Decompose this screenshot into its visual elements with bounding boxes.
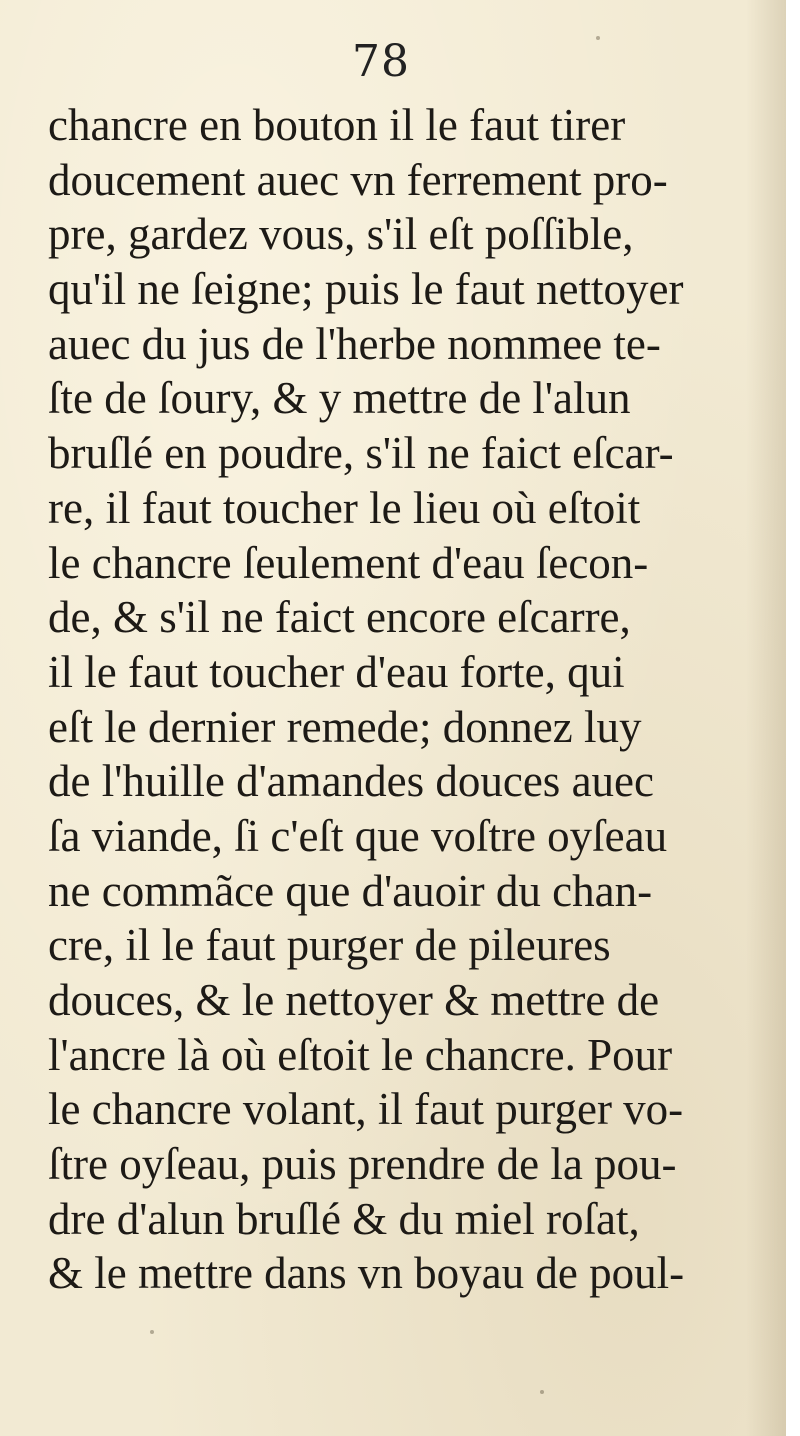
text-line: cre, il le faut purger de pileures bbox=[48, 920, 611, 971]
page-number: 78 bbox=[352, 36, 410, 87]
paper-speck bbox=[596, 36, 600, 40]
body-text bbox=[48, 98, 708, 1301]
text-line: l'ancre là où eſtoit le chancre. Pour bbox=[48, 1029, 673, 1080]
text-line: douces, & le nettoyer & mettre de bbox=[48, 975, 660, 1025]
text-line: de, & s'il ne faict encore eſcarre, bbox=[48, 592, 631, 643]
text-line: bruſlé en poudre, s'il ne faict eſcar- bbox=[48, 428, 674, 479]
text-line: chancre en bouton il le faut tirer bbox=[48, 100, 626, 150]
text-line: de l'huille d'amandes douces auec bbox=[48, 756, 654, 807]
text-line: le chancre ſeulement d'eau ſecon- bbox=[48, 537, 649, 588]
text-line: doucement auec vn ferrement pro- bbox=[48, 154, 668, 205]
text-line: il le faut toucher d'eau forte, qui bbox=[48, 646, 625, 697]
paper-speck bbox=[540, 1390, 544, 1394]
paper-speck bbox=[150, 1330, 154, 1334]
text-line: ſtre oyſeau, puis prendre de la pou- bbox=[48, 1139, 677, 1190]
text-line: pre, gardez vous, s'il eſt poſſible, bbox=[48, 209, 634, 260]
text-line: ſte de ſoury, & y mettre de l'alun bbox=[48, 373, 631, 424]
text-line: le chancre volant, il faut purger vo- bbox=[48, 1084, 684, 1135]
text-line: ſa viande, ſi c'eſt que voſtre oyſeau bbox=[48, 810, 668, 861]
text-line: auec du jus de l'herbe nommee te- bbox=[48, 318, 661, 369]
text-line: dre d'alun bruſlé & du miel roſat, bbox=[48, 1193, 640, 1244]
text-line: qu'il ne ſeigne; puis le faut nettoyer bbox=[48, 264, 684, 315]
text-line: & le mettre dans vn boyau de poul- bbox=[48, 1248, 685, 1299]
scan-margin bbox=[786, 0, 800, 1436]
text-line: re, il faut toucher le lieu où eſtoit bbox=[48, 482, 641, 533]
text-line: eſt le dernier remede; donnez luy bbox=[48, 701, 642, 752]
text-line: ne commãce que d'auoir du chan- bbox=[48, 865, 653, 916]
page-edge-shadow bbox=[746, 0, 786, 1436]
